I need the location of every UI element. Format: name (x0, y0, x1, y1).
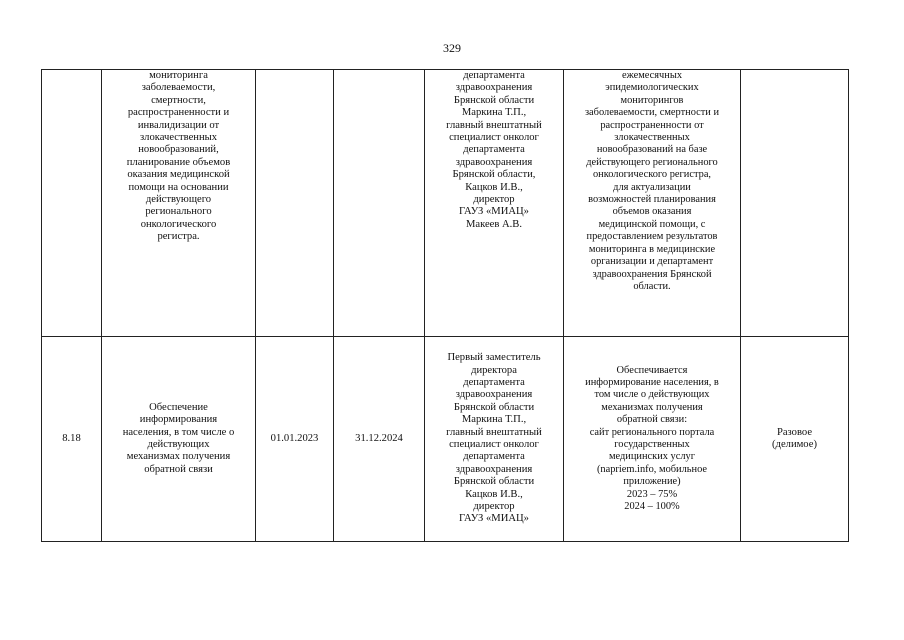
cell-end-date (334, 70, 425, 337)
cell-type (741, 70, 849, 337)
cell-number: 8.18 (42, 337, 102, 542)
cell-type: Разовое (делимое) (741, 337, 849, 542)
cell-start-date: 01.01.2023 (256, 337, 334, 542)
cell-responsible: Первый заместитель директора департамента здравоохранения Брянской области Маркина Т.П., главный внештатный специалист онколог департамента здравоохранения Брянской области Кацков И.В., директор ГАУЗ «МИАЦ» (425, 337, 564, 542)
page-number: 329 (443, 41, 461, 55)
cell-result: ежемесячных эпидемиологических мониторингов заболеваемости, смертности и распространенности от злокачественных новообразований на базе действующего регионального онкологического регистра, для актуализации возможностей планирования объемов оказания медицинской помощи, с предоставлением результатов мониторинга в медицинские организации и департамент здравоохранения Брянской области. (564, 70, 741, 337)
cell-event: Обеспечение информирования населения, в том числе о действующих механизмах получения обратной связи (102, 337, 256, 542)
cell-end-date: 31.12.2024 (334, 337, 425, 542)
table-row (42, 337, 849, 542)
table-row (42, 70, 849, 337)
cell-responsible: департамента здравоохранения Брянской области Маркина Т.П., главный внештатный специалист онколог департамента здравоохранения Брянской области, Кацков И.В., директор ГАУЗ «МИАЦ» Макеев А.В. (425, 70, 564, 337)
plan-table (41, 69, 849, 542)
cell-event: мониторинга заболеваемости, смертности, распространенности и инвалидизации от злокачественных новообразований, планирование объемов оказания медицинской помощи на основании действующего регионального онкологического регистра. (102, 70, 256, 337)
cell-number (42, 70, 102, 337)
cell-start-date (256, 70, 334, 337)
cell-result: Обеспечивается информирование населения, в том числе о действующих механизмах получения обратной связи: сайт регионального портала государственных медицинских услуг (napriem.info, мобильное приложение) 2023 – 75% 2024 – 100% (564, 337, 741, 542)
